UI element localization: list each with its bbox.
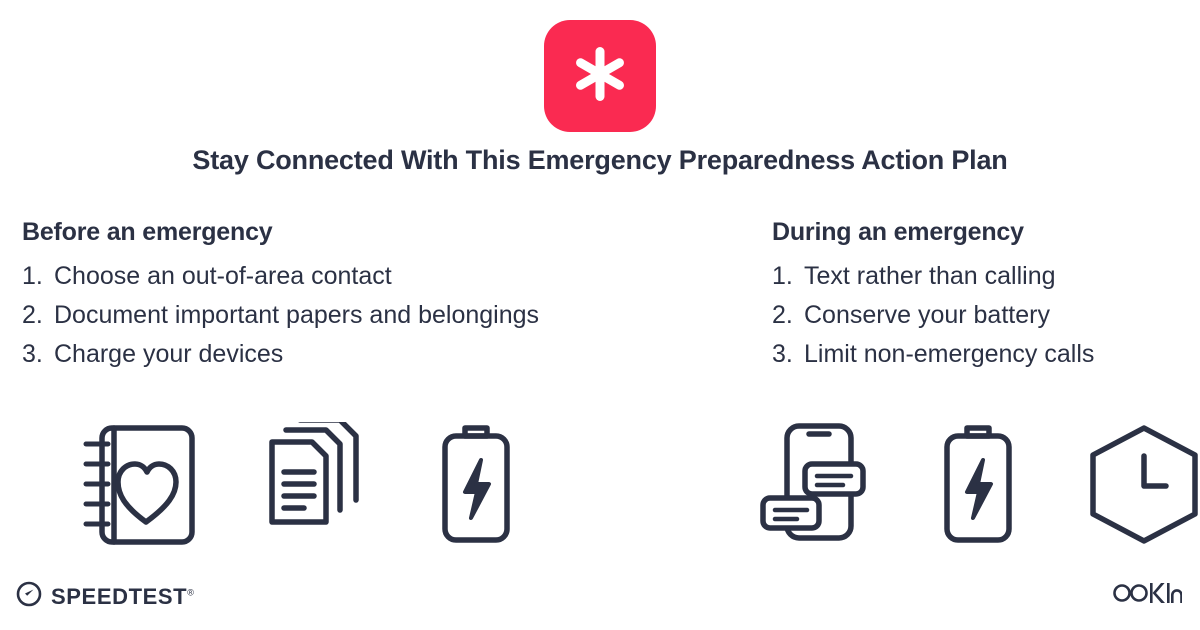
speedtest-wordmark	[51, 584, 194, 610]
list-item	[22, 335, 742, 374]
brand-badge-container	[0, 20, 1200, 132]
speedtest-badge	[544, 20, 656, 132]
list-item	[22, 257, 742, 296]
speedtest-gauge-icon	[16, 581, 42, 612]
column-during-emergency	[772, 218, 1192, 374]
list-item-number: 2.	[22, 301, 43, 329]
list-item	[772, 296, 1192, 335]
icon-row-before-emergency	[80, 420, 520, 550]
speedtest-asterisk-icon	[569, 43, 631, 110]
list-item	[772, 257, 1192, 296]
notebook-heart-icon	[80, 420, 198, 550]
page-title: Stay Connected With This Emergency Preparedness Action Plan	[192, 145, 1008, 175]
steps-list	[772, 257, 1192, 374]
trademark-symbol: ®	[187, 587, 194, 598]
documents-stack-icon	[256, 420, 374, 550]
icon-row-during-emergency	[755, 420, 1175, 550]
ookla-footer-logo	[1112, 581, 1182, 610]
list-item-number: 1.	[772, 262, 793, 290]
list-item-label: Charge your devices	[54, 340, 284, 368]
list-item-number: 3.	[772, 340, 793, 368]
speedtest-wordmark-text: SPEEDTEST	[51, 583, 188, 609]
list-item	[772, 335, 1192, 374]
list-item	[22, 296, 742, 335]
column-heading: During an emergency	[772, 218, 1024, 246]
column-before-emergency	[22, 218, 742, 374]
list-item-number: 1.	[22, 262, 43, 290]
hexagon-clock-icon	[1083, 420, 1200, 550]
list-item-label: Text rather than calling	[804, 262, 1056, 290]
list-item-number: 2.	[772, 301, 793, 329]
speedtest-footer-logo	[16, 581, 194, 612]
column-heading: Before an emergency	[22, 218, 273, 246]
steps-list	[22, 257, 742, 374]
battery-charge-icon	[432, 420, 520, 550]
list-item-number: 3.	[22, 340, 43, 368]
list-item-label: Limit non-emergency calls	[804, 340, 1095, 368]
phone-message-icon	[755, 420, 873, 550]
list-item-label: Conserve your battery	[804, 301, 1050, 329]
list-item-label: Document important papers and belongings	[54, 301, 540, 329]
list-item-label: Choose an out-of-area contact	[54, 262, 392, 290]
battery-charge-icon	[935, 420, 1021, 550]
